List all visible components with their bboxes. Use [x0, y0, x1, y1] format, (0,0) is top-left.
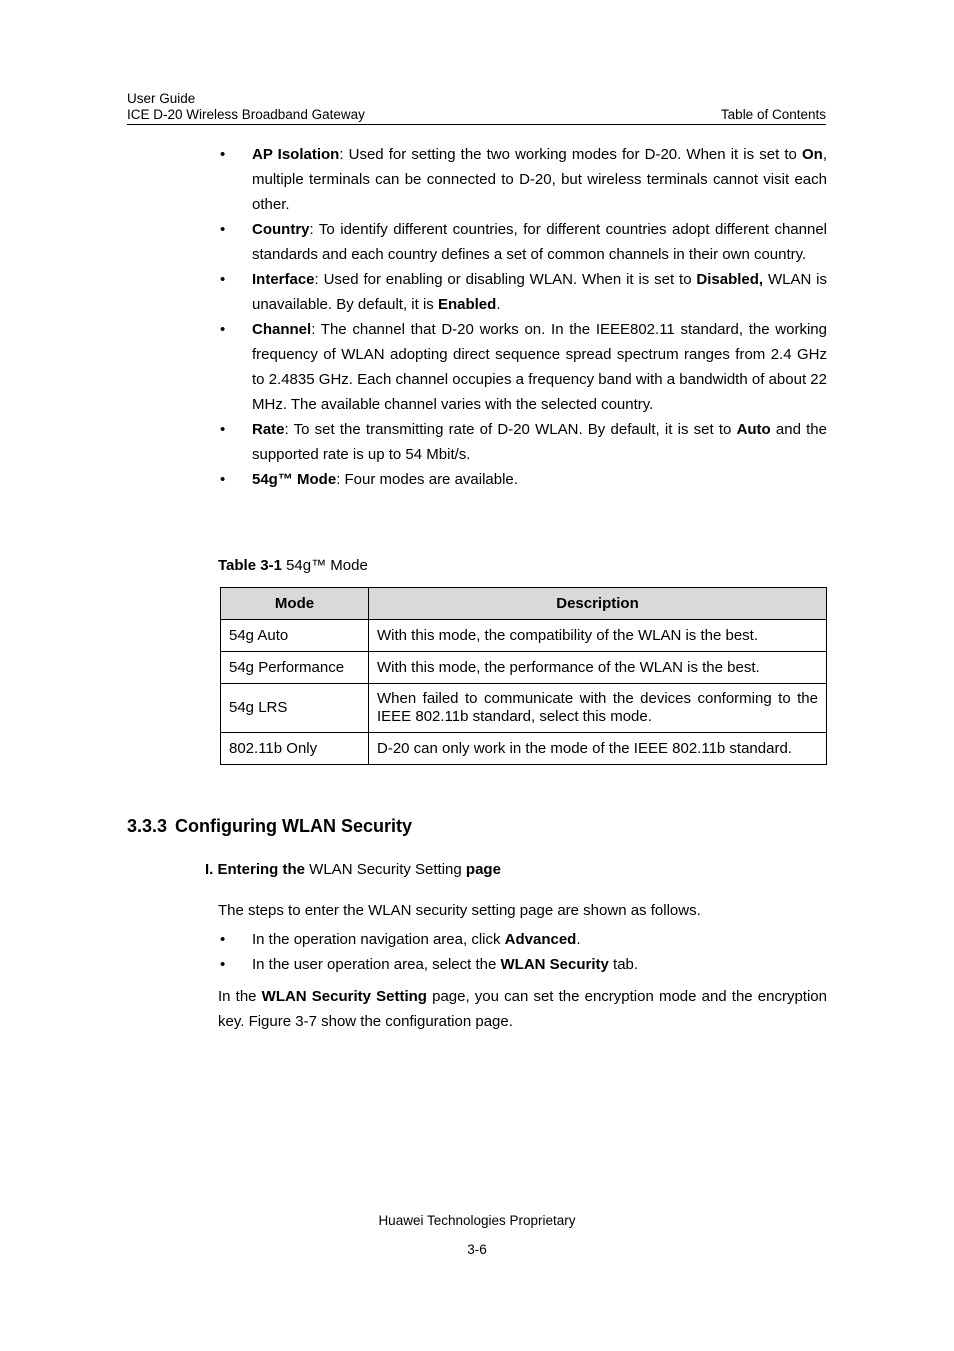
- table-caption: [218, 557, 368, 574]
- text: : Four modes are available.: [336, 471, 518, 488]
- text: In the user operation area, select the: [252, 956, 501, 973]
- bullet-icon: •: [220, 146, 226, 163]
- text: : To set the transmitting rate of D-20 WLAN. By default, it is set to: [284, 421, 737, 438]
- section-heading: [127, 816, 412, 837]
- term: Auto: [736, 421, 771, 438]
- table-row: [221, 684, 827, 733]
- list-item: [218, 952, 827, 977]
- text: In the: [218, 988, 262, 1005]
- list-item: [218, 927, 827, 952]
- column-header-description: Description: [369, 588, 827, 620]
- table-row: [221, 620, 827, 652]
- steps-list: [218, 927, 827, 977]
- text: tab.: [608, 956, 639, 973]
- text: , multiple terminals can be connected to D-20, but wireless terminals cannot visit each other.: [252, 146, 828, 213]
- description-cell: With this mode, the compatibility of the WLAN is the best.: [369, 620, 827, 652]
- bullet-icon: •: [220, 321, 226, 338]
- bullet-icon: •: [220, 271, 226, 288]
- text: WLAN is unavailable. By default, it is: [252, 271, 827, 313]
- mode-cell: 54g Auto: [221, 620, 369, 652]
- column-header-mode: Mode: [221, 588, 369, 620]
- text: page, you can set the encryption mode and the encryption key. Figure 3-7 show the configuration page.: [218, 988, 827, 1030]
- text: : To identify different countries, for different countries adopt different channel standards and each country defines a set of common channels in their own country.: [252, 221, 827, 263]
- term: WLAN Security Setting: [261, 988, 427, 1005]
- term: WLAN Security: [500, 956, 609, 973]
- list-item-54g-mode: [218, 467, 827, 492]
- term: 54g™ Mode: [252, 471, 337, 488]
- table-caption-label: Table 3-1: [218, 557, 282, 574]
- description-cell: D-20 can only work in the mode of the IEEE 802.11b standard.: [369, 733, 827, 765]
- header-section-name: Table of Contents: [720, 107, 826, 122]
- list-item-ap-isolation: [218, 142, 827, 217]
- table-caption-text: 54g™ Mode: [281, 557, 368, 574]
- config-paragraph: [218, 984, 827, 1034]
- header-rule: [127, 124, 826, 125]
- term: Country: [252, 221, 310, 238]
- header-doc-type: User Guide: [127, 91, 196, 106]
- text: .: [576, 931, 581, 948]
- bullet-icon: •: [220, 221, 226, 238]
- bullet-icon: •: [220, 956, 226, 973]
- mode-table: [220, 587, 827, 765]
- section-number: 3.3.3: [127, 816, 168, 836]
- footer-proprietary: Huawei Technologies Proprietary: [378, 1213, 576, 1228]
- list-item-rate: [218, 417, 827, 467]
- list-item-country: [218, 217, 827, 267]
- header-product-name: ICE D-20 Wireless Broadband Gateway: [127, 107, 365, 122]
- text: and the supported rate is up to 54 Mbit/s.: [252, 421, 827, 463]
- parameter-list: [218, 142, 827, 492]
- page-number: 3-6: [467, 1242, 487, 1257]
- intro-paragraph: The steps to enter the WLAN security setting page are shown as follows.: [218, 902, 701, 919]
- mode-cell: 802.11b Only: [221, 733, 369, 765]
- term: Interface: [252, 271, 315, 288]
- subhead-bold: I. Entering the: [205, 861, 306, 878]
- table-row: [221, 652, 827, 684]
- list-item-interface: [218, 267, 827, 317]
- text: : Used for enabling or disabling WLAN. When it is set to: [314, 271, 697, 288]
- term: AP Isolation: [252, 146, 340, 163]
- term: Disabled,: [696, 271, 764, 288]
- text: : The channel that D-20 works on. In the IEEE802.11 standard, the working frequency of WLAN adopting direct sequence spread spectrum ranges from 2.4 GHz to 2.4835 GHz. Each channel occupies a frequency band with a bandwidth of about 22 MHz. The available channel varies with the selected country.: [252, 321, 827, 413]
- text: : Used for setting the two working modes for D-20. When it is set to: [339, 146, 802, 163]
- list-item-channel: [218, 317, 827, 417]
- section-title: Configuring WLAN Security: [175, 816, 413, 836]
- term: Rate: [252, 421, 285, 438]
- subhead-text: WLAN Security Setting: [305, 861, 466, 878]
- text: .: [496, 296, 501, 313]
- bullet-icon: •: [220, 931, 226, 948]
- bullet-icon: •: [220, 421, 226, 438]
- description-cell: With this mode, the performance of the WLAN is the best.: [369, 652, 827, 684]
- term: Advanced: [504, 931, 577, 948]
- text: In the operation navigation area, click: [252, 931, 505, 948]
- page-header: [127, 91, 826, 123]
- subhead-bold: page: [465, 861, 501, 878]
- term: Channel: [252, 321, 312, 338]
- bullet-icon: •: [220, 471, 226, 488]
- table-row: [221, 733, 827, 765]
- term: Enabled: [437, 296, 497, 313]
- description-cell: When failed to communicate with the devices conforming to the IEEE 802.11b standard, select this mode.: [369, 684, 827, 733]
- table-header-row: [221, 588, 827, 620]
- term: On: [802, 146, 823, 163]
- mode-cell: 54g LRS: [221, 684, 369, 733]
- subsection-heading: [205, 861, 501, 878]
- mode-cell: 54g Performance: [221, 652, 369, 684]
